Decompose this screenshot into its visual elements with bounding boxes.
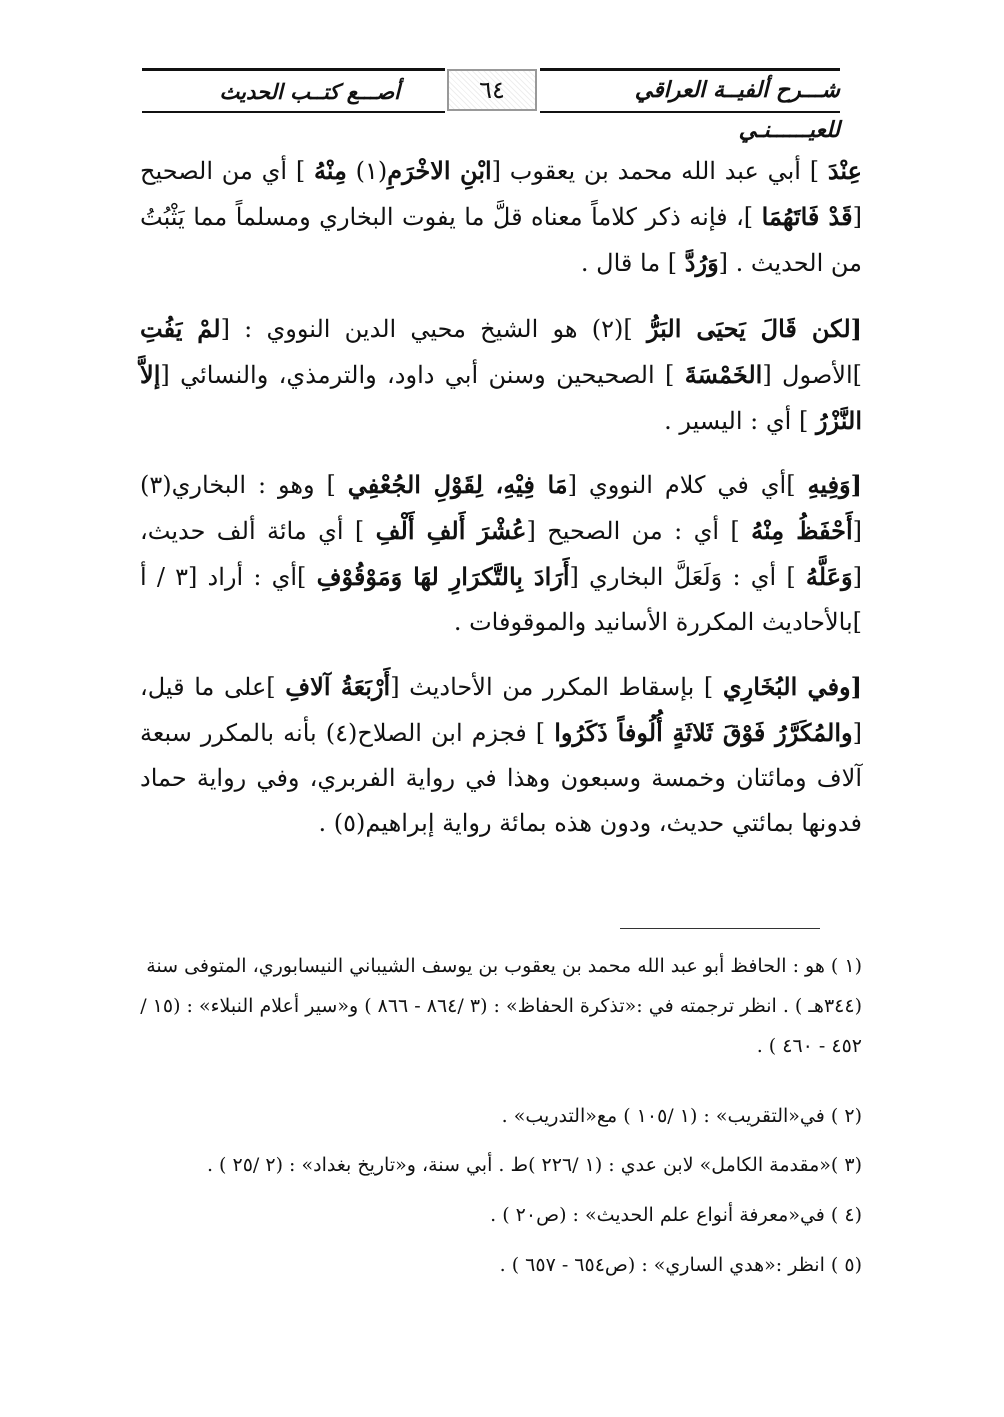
commentary-text: ] وهو : البخاري(٣) [ — [140, 471, 863, 545]
commentary-text: ]الأصول [ — [762, 361, 862, 389]
commentary-text: ] بإسقاط المكرر من الأحاديث [ — [390, 673, 723, 701]
commentary-text: ] أي من الصحيح [ — [140, 157, 862, 231]
footnote-separator — [620, 928, 820, 929]
commentary-text: ]على ما قيل، [ — [140, 673, 863, 747]
running-head-book-title: شـــرح ألفيــة العراقي للعيــــــنـي — [634, 77, 840, 143]
matn-verse-text: [وفي البُخَارِي — [722, 672, 862, 701]
matn-verse-text: قَدْ فَاتَهُمَا — [761, 202, 853, 231]
footnote-2: (٢ ) في«التقريب» : (١ /١٠٥ ) مع«التدريب» . — [501, 1105, 862, 1127]
commentary-text: (١) — [346, 157, 388, 185]
commentary-text: ]أي في كلام النووي [ — [567, 471, 808, 499]
paragraph-1 — [140, 148, 862, 286]
matn-verse-text: الخَمْسَةَ — [684, 360, 763, 389]
matn-verse-text: وَعَلَّهُ — [805, 562, 853, 591]
commentary-text: ](٢) هو الشيخ محيي الدين النووي : [ — [220, 315, 647, 343]
matn-verse-text: أَرْبَعَةُ آلافِ — [285, 672, 391, 701]
commentary-text: ] أي مائة ألف حديث، [ — [140, 517, 862, 591]
header-rule-bottom-right — [540, 111, 840, 113]
matn-verse-text: [وَفِيهِ — [807, 470, 862, 499]
matn-verse-text: أَحْفَظُ مِنْهُ — [751, 516, 853, 545]
matn-verse-text: والمُكَرَّرُ فَوْقَ ثَلاثَةٍ أُلُوفاً ذَكَرُوا — [554, 718, 853, 747]
commentary-text: ] أي : من الصحيح [ — [526, 517, 752, 545]
footnote-5: (٥ ) انظر :«هدي الساري» : (ص٦٥٤ - ٦٥٧ ) . — [499, 1254, 862, 1276]
commentary-text: ] ما قال . — [580, 249, 685, 277]
commentary-text: ] أي : وَلَعَلَّ البخاري [ — [569, 563, 806, 591]
page-number-box: ٦٤ — [447, 69, 537, 111]
matn-verse-text: عِنْدَ — [827, 156, 862, 185]
matn-verse-text: إلاَّ النَّزْرُ — [140, 360, 862, 435]
matn-verse-text: وَرُدَّ — [684, 248, 719, 277]
running-head-chapter-title: أصـــع كتــب الحديث — [219, 79, 400, 104]
paragraph-4 — [140, 664, 862, 846]
matn-verse-text: مَا فِيْهِ، لِقَوْلِ الجُعْفِي — [347, 470, 568, 499]
commentary-text: ] الصحيحين وسنن أبي داود، والترمذي، والنسائي [ — [160, 361, 685, 389]
commentary-text: ] أي : اليسير . — [664, 407, 816, 435]
commentary-text: ] أبي عبد الله محمد بن يعقوب [ — [491, 157, 828, 185]
header-rule-top-left — [142, 68, 445, 71]
footnote-3: (٣ )«مقدمة الكامل» لابن عدي : (١ /٢٢٦ )ط . أبي سنة، و«تاريخ بغداد» : (٢ /٢٥ ) . — [206, 1154, 862, 1176]
commentary-text: ] فجزم ابن الصلاح(٤) بأنه بالمكرر سبعة آلاف ومائتان وخمسة وسبعون وهذا في رواية الفربري، وفي رواية حماد فدونها بمائتي حديث، ودون هذه بمائة رواية إبراهيم(٥) . — [140, 719, 862, 837]
matn-verse-text: أَرَادَ بِالتَّكرَارِ لهَا وَمَوْقُوْفِ — [316, 562, 570, 591]
header-rule-bottom-left — [142, 111, 445, 113]
paragraph-2 — [140, 306, 862, 444]
matn-verse-text: لمْ يَفُتِ — [140, 314, 221, 343]
footnote-1: (١ ) هو : الحافظ أبو عبد الله محمد بن يعقوب بن يوسف الشيباني النيسابوري، المتوفى سنة (٣٤٤هـ ) . انظر ترجمته في :«تذكرة الحفاظ» : (٣ /٨٦٤ - ٨٦٦ ) و«سير أعلام النبلاء» : (١٥ /٤٥٢ - ٤٦٠ ) . — [140, 955, 862, 1057]
matn-verse-text: ابْنِ الاخْرَمِ — [387, 156, 492, 185]
paragraph-3 — [140, 462, 862, 645]
matn-verse-text: عُشْرَ أَلفِ أَلْفِ — [375, 516, 527, 545]
commentary-text: ]أي : أراد [٣ / أ ]بالأحاديث المكررة الأسانيد والموقوفات . — [140, 563, 862, 636]
matn-verse-text: [لكن قَالَ يَحيَى البَرُّ — [646, 314, 863, 343]
footnote-4: (٤ ) في«معرفة أنواع علم الحديث» : (ص٢٠ ) . — [490, 1204, 862, 1226]
matn-verse-text: مِنْهُ — [313, 156, 347, 185]
commentary-text: ]، فإنه ذكر كلاماً معناه قلَّ ما يفوت البخاري ومسلماً مما يَثْبُتُ من الحديث . [ — [140, 203, 862, 277]
